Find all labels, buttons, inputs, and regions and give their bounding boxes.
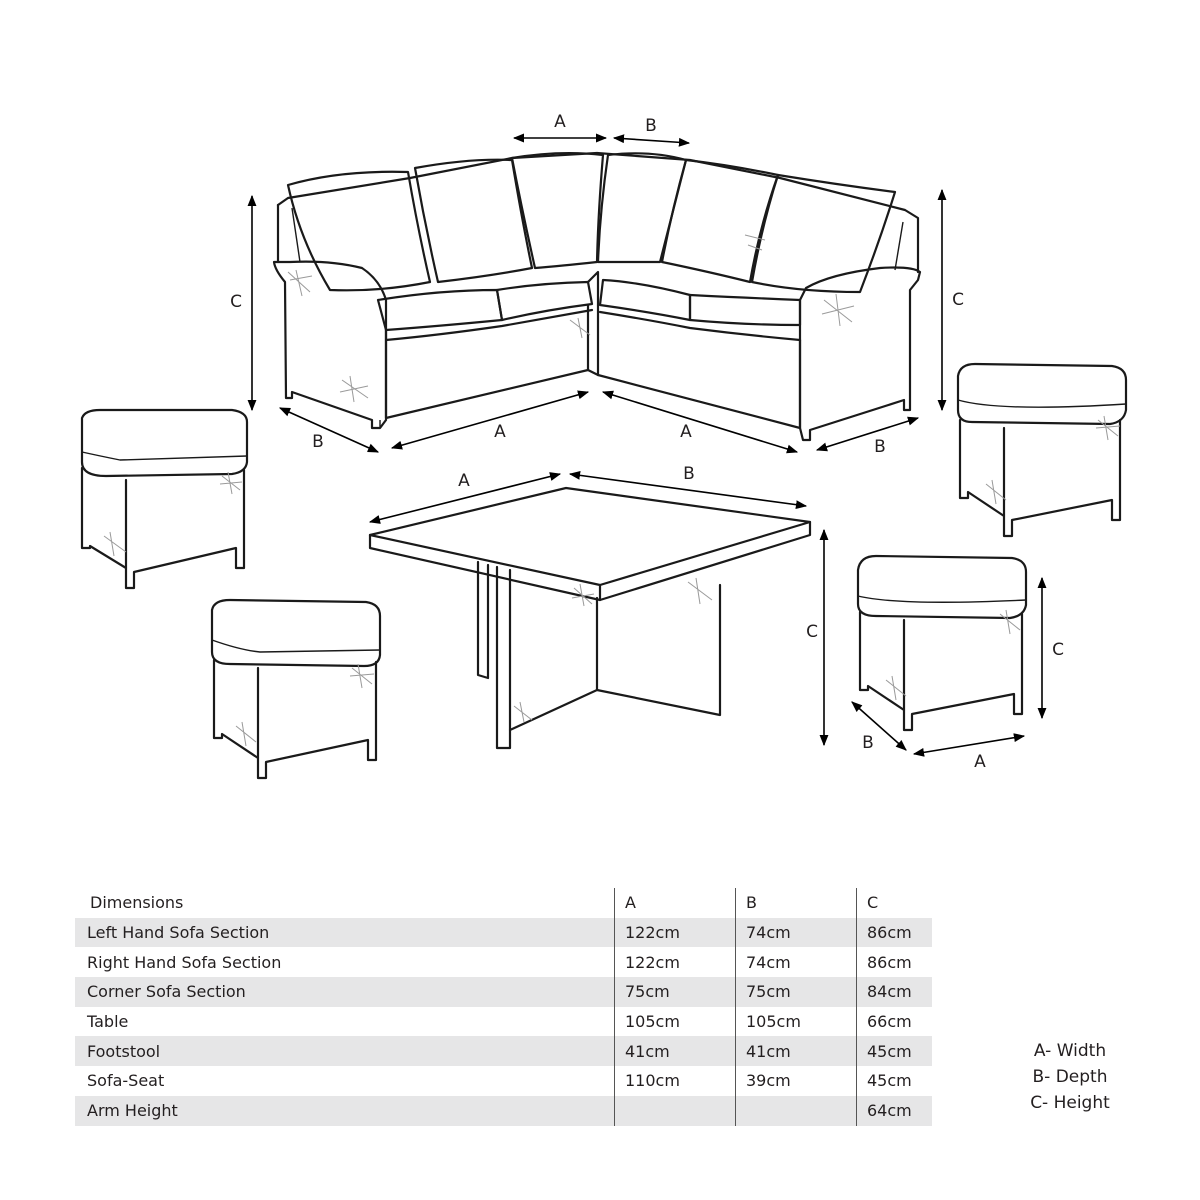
legend-depth: B- Depth — [1032, 1067, 1108, 1087]
row-c: 86cm — [857, 947, 933, 977]
row-b: 105cm — [736, 1007, 857, 1037]
label-table-b: B — [683, 464, 695, 484]
label-sofa-corner-a: A — [554, 112, 566, 132]
label-sofa-right-b: B — [874, 437, 886, 457]
label-footstool-a: A — [974, 752, 986, 772]
label-table-a: A — [458, 471, 470, 491]
table-header-row — [75, 888, 932, 918]
row-a: 122cm — [615, 947, 736, 977]
header-a: A — [615, 888, 736, 918]
label-footstool-c: C — [1052, 640, 1064, 660]
corner-sofa-drawing — [274, 153, 920, 440]
row-a: 105cm — [615, 1007, 736, 1037]
row-a: 41cm — [615, 1036, 736, 1066]
row-name: Sofa-Seat — [87, 1071, 165, 1091]
label-sofa-left-a: A — [494, 422, 506, 442]
row-b: 39cm — [736, 1066, 857, 1096]
row-b: 74cm — [736, 918, 857, 948]
row-b — [736, 1096, 857, 1126]
legend-height: C- Height — [1030, 1093, 1110, 1113]
row-c: 64cm — [857, 1096, 933, 1126]
row-c: 84cm — [857, 977, 933, 1007]
footstool-right-bottom — [858, 556, 1026, 730]
label-sofa-corner-b: B — [645, 116, 657, 136]
row-a: 122cm — [615, 918, 736, 948]
footstool-dimension-arrows — [852, 578, 1042, 754]
row-name: Footstool — [75, 1036, 615, 1066]
row-b: 41cm — [736, 1036, 857, 1066]
header-c: C — [857, 888, 933, 918]
label-table-c: C — [806, 622, 818, 642]
table-drawing — [370, 488, 810, 748]
row-b: 75cm — [736, 977, 857, 1007]
row-name: Arm Height — [75, 1096, 615, 1126]
table-row — [75, 947, 932, 977]
label-sofa-left-b: B — [312, 432, 324, 452]
label-sofa-left-c: C — [230, 292, 242, 312]
row-a: 75cm — [615, 977, 736, 1007]
dimension-legend — [1010, 1038, 1130, 1116]
footstool-right-top — [958, 364, 1126, 536]
table-row — [75, 977, 932, 1007]
row-c: 45cm — [857, 1036, 933, 1066]
row-b: 74cm — [736, 947, 857, 977]
footstool-left-bottom — [212, 600, 380, 778]
row-c: 45cm — [857, 1066, 933, 1096]
row-a — [615, 1096, 736, 1126]
header-dimensions: Dimensions — [75, 888, 615, 918]
row-a: 110cm — [615, 1066, 736, 1096]
header-b: B — [736, 888, 857, 918]
row-name: Right Hand Sofa Section — [87, 952, 282, 972]
row-c: 86cm — [857, 918, 933, 948]
footstool-left-top — [82, 410, 247, 588]
label-sofa-right-c: C — [952, 290, 964, 310]
row-name: Corner Sofa Section — [75, 977, 615, 1007]
table-row — [75, 1066, 932, 1096]
row-name: Left Hand Sofa Section — [75, 918, 615, 948]
row-name: Table — [87, 1012, 129, 1032]
table-row — [75, 1096, 932, 1126]
row-c: 66cm — [857, 1007, 933, 1037]
label-sofa-right-a: A — [680, 422, 692, 442]
table-row — [75, 1007, 932, 1037]
label-footstool-b: B — [862, 733, 874, 753]
table-row — [75, 1036, 932, 1066]
table-row — [75, 918, 932, 948]
dimensions-table — [75, 888, 932, 1126]
legend-width: A- Width — [1033, 1041, 1107, 1061]
